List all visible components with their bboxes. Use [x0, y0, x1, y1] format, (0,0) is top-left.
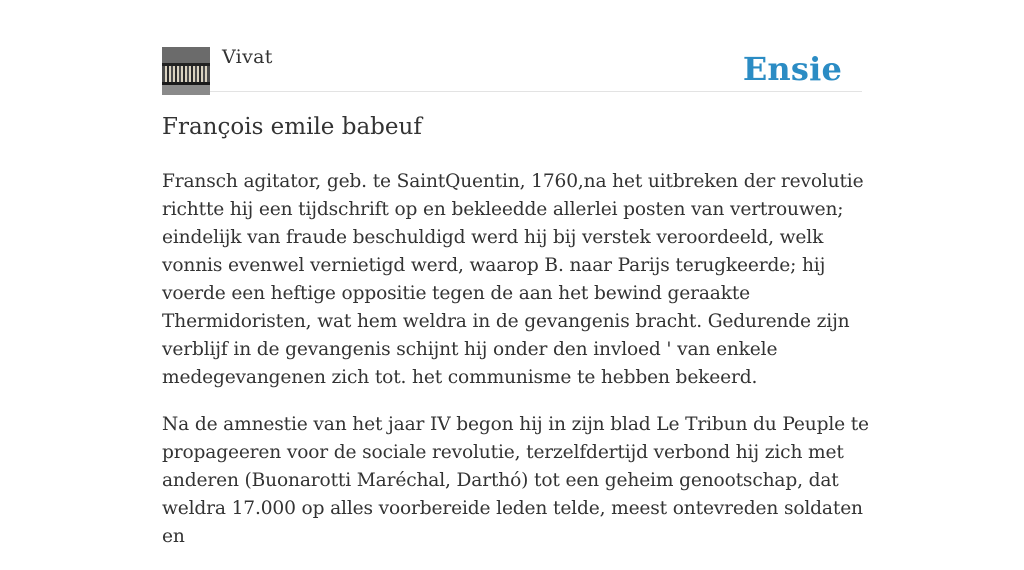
page-title: François emile babeuf [162, 114, 422, 140]
author-avatar[interactable] [162, 47, 210, 95]
page [162, 0, 869, 547]
bookshelf-icon [162, 47, 210, 95]
brand-logo[interactable]: Ensie [742, 50, 842, 88]
author-name[interactable]: Vivat [222, 46, 273, 68]
article-body [162, 168, 882, 570]
paragraph: Na de amnestie van het jaar IV begon hij in zijn blad Le Tribun du Peuple te propageeren voor de sociale revolutie, terzelfdertijd verbond hij zich met anderen (Buonarotti Maréchal, Darthó) tot een geheim genootschap, dat weldra 17.000 op alles voorbereide leden telde, meest ontevreden soldaten en [162, 414, 869, 547]
paragraph: Fransch agitator, geb. te SaintQuentin, 1760,na het uitbreken der revolutie richtte hij een tijdschrift op en bekleedde allerlei posten van vertrouwen; eindelijk van fraude beschuldigd werd hij bij verstek veroordeeld, welk vonnis evenwel vernietigd werd, waarop B. naar Parijs terugkeerde; hij voerde een heftige oppositie tegen de aan het bewind geraakte Thermidoristen, wat hem weldra in de gevangenis bracht. Gedurende zijn verblijf in de gevangenis schijnt hij onder den invloed ' van enkele medegevangenen zich tot. het communisme te hebben bekeerd. [162, 171, 864, 388]
header [162, 0, 862, 92]
